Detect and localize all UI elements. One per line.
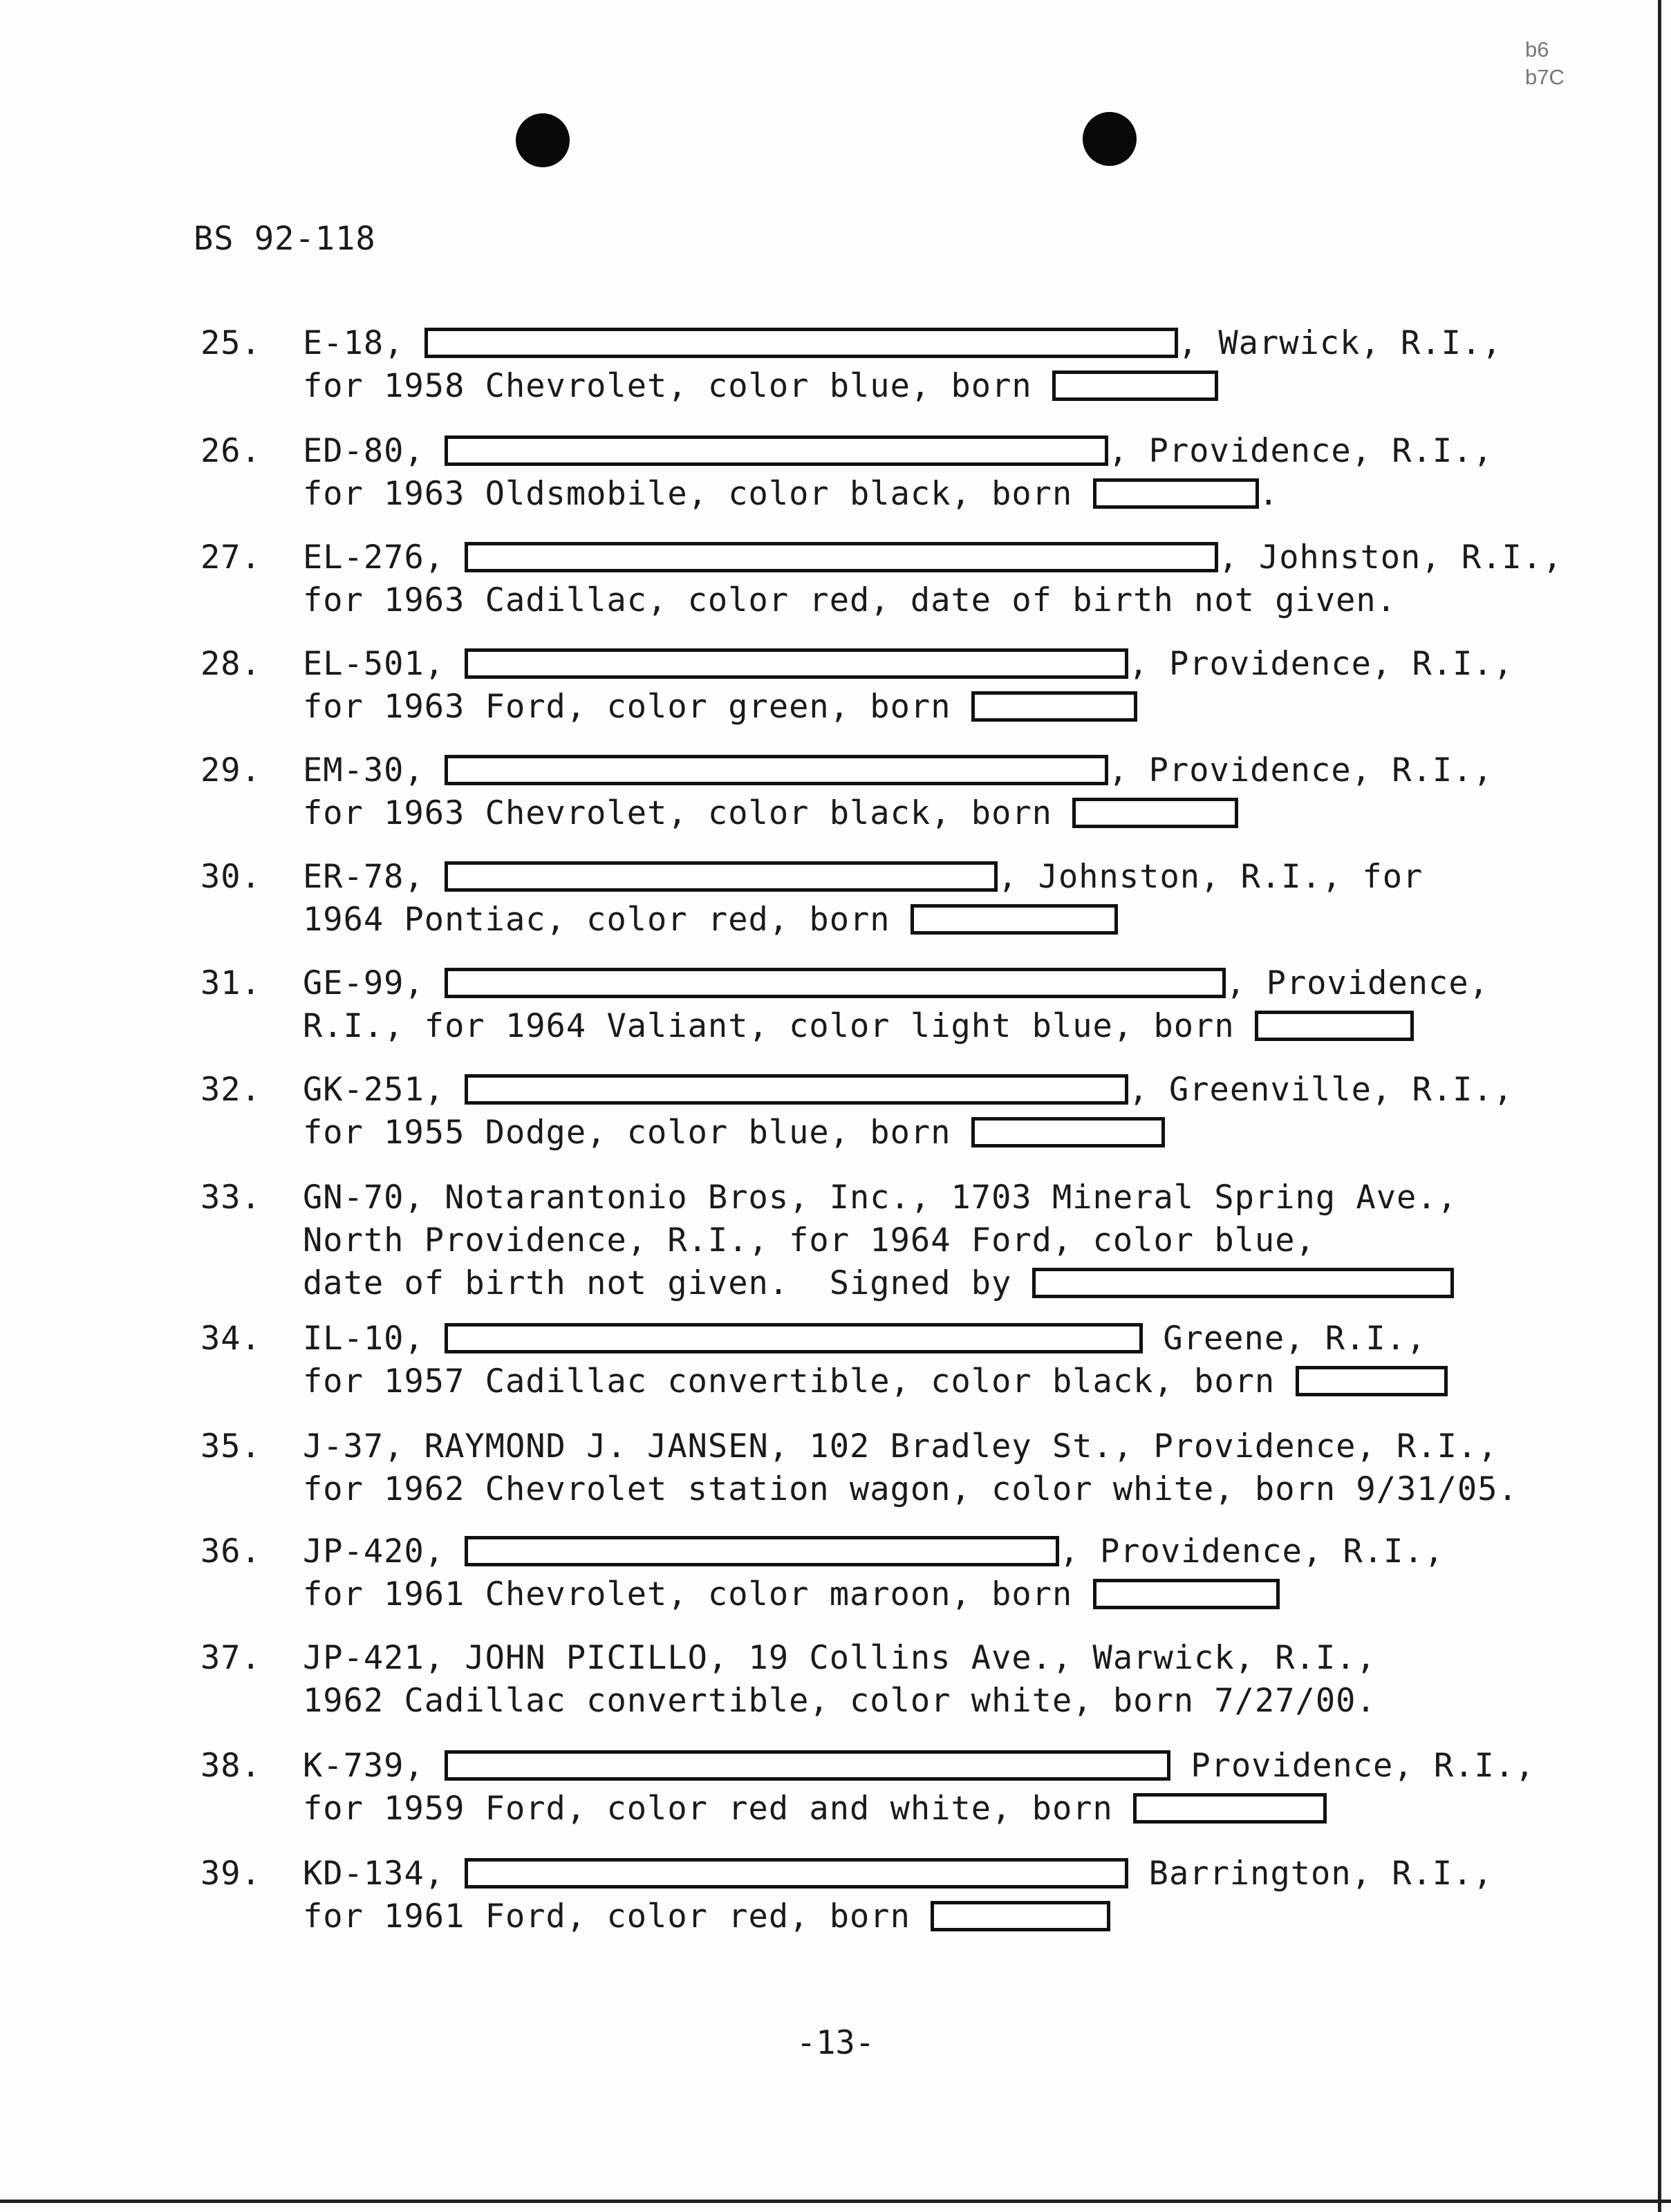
plate-prefix: ED-80, (303, 432, 445, 470)
redaction-box (445, 435, 1108, 466)
dealer-text: GN-70, Notarantonio Bros, Inc., 1703 Mineral Spring Ave., (303, 1179, 1457, 1217)
vehicle-text: for 1963 Cadillac, color red, date of birth not given. (303, 581, 1397, 619)
vehicle-text: R.I., for 1964 Valiant, color light blue, born (303, 1007, 1255, 1045)
redaction-box (971, 1117, 1165, 1147)
vehicle-text: for 1958 Chevrolet, color blue, born (303, 367, 1052, 405)
vehicle-text: 1964 Pontiac, color red, born (303, 901, 911, 939)
vehicle-text: for 1959 Ford, color red and white, born (303, 1790, 1134, 1828)
item-number: 30. (200, 858, 261, 896)
item-number: 33. (200, 1179, 261, 1217)
location-text: , Providence, R.I., (1108, 432, 1493, 470)
item-number: 37. (200, 1639, 261, 1677)
location-text: , Johnston, R.I., for (998, 858, 1423, 896)
trailing-text: . (1258, 475, 1279, 513)
redaction-box (445, 755, 1108, 785)
owner-text: JP-421, JOHN PICILLO, 19 Collins Ave., Warwick, R.I., (303, 1639, 1376, 1677)
plate-prefix: EM-30, (303, 751, 445, 789)
vehicle-text: for 1961 Chevrolet, color maroon, born (303, 1575, 1093, 1613)
plate-prefix: GK-251, (303, 1071, 465, 1109)
redaction-box (445, 861, 998, 892)
redaction-box (1296, 1366, 1448, 1396)
item-number: 39. (200, 1855, 261, 1893)
plate-prefix: IL-10, (303, 1320, 445, 1358)
plate-prefix: JP-420, (303, 1533, 465, 1571)
location-text: , Greenville, R.I., (1128, 1071, 1514, 1109)
location-text: Barrington, R.I., (1128, 1855, 1493, 1893)
redaction-box (971, 691, 1137, 722)
item-number: 28. (200, 645, 261, 683)
redaction-box (424, 328, 1178, 358)
item-number: 38. (200, 1747, 261, 1785)
redaction-box (931, 1901, 1110, 1931)
redaction-box (1052, 371, 1218, 401)
vehicle-text: for 1957 Cadillac convertible, color black, born (303, 1362, 1296, 1400)
redaction-box (1093, 1579, 1280, 1609)
plate-prefix: EL-276, (303, 538, 465, 577)
location-text: , Providence, R.I., (1108, 751, 1493, 789)
item-number: 27. (200, 538, 261, 577)
location-text: , Warwick, R.I., (1177, 324, 1502, 362)
location-text: , Providence, R.I., (1059, 1533, 1445, 1571)
redaction-box (1133, 1793, 1327, 1824)
redaction-box (465, 1858, 1128, 1888)
plate-prefix: K-739, (303, 1747, 445, 1785)
vehicle-text: North Providence, R.I., for 1964 Ford, color blue, (303, 1221, 1316, 1259)
redaction-box (1255, 1011, 1414, 1041)
item-number: 25. (200, 324, 261, 362)
redaction-box (465, 1074, 1128, 1105)
vehicle-text: for 1963 Chevrolet, color black, born (303, 794, 1073, 832)
item-number: 35. (200, 1427, 261, 1465)
page-number: -13- (796, 2024, 875, 2062)
signed-by-text: date of birth not given. Signed by (303, 1264, 1032, 1302)
plate-prefix: E-18, (303, 324, 424, 362)
plate-prefix: KD-134, (303, 1855, 465, 1893)
redaction-box (445, 1323, 1143, 1353)
item-number: 36. (200, 1533, 261, 1571)
file-number-header: BS 92-118 (194, 220, 376, 258)
plate-prefix: GE-99, (303, 964, 445, 1002)
vehicle-text: 1962 Cadillac convertible, color white, born 7/27/00. (303, 1682, 1376, 1720)
location-text: , Providence, (1226, 964, 1489, 1002)
punch-hole-left (516, 113, 570, 167)
exemption-code-b7c: b7C (1525, 65, 1565, 89)
vehicle-text: for 1955 Dodge, color blue, born (303, 1114, 971, 1152)
location-text: , Johnston, R.I., (1218, 538, 1563, 577)
foia-exemption-codes (1525, 36, 1565, 91)
page-edge-right (1658, 0, 1661, 2212)
plate-prefix: EL-501, (303, 645, 465, 683)
redaction-box (445, 968, 1226, 998)
location-text: Greene, R.I., (1143, 1320, 1427, 1358)
redaction-box (1032, 1268, 1454, 1298)
item-number: 34. (200, 1320, 261, 1358)
item-number: 31. (200, 964, 261, 1002)
redaction-box (445, 1750, 1170, 1781)
exemption-code-b6: b6 (1525, 37, 1549, 62)
redaction-box (911, 904, 1118, 935)
punch-hole-right (1083, 112, 1137, 166)
page-edge-bottom (0, 2200, 1671, 2203)
item-number: 32. (200, 1071, 261, 1109)
redaction-box (465, 1536, 1059, 1566)
vehicle-text: for 1962 Chevrolet station wagon, color white, born 9/31/05. (303, 1470, 1518, 1508)
vehicle-text: for 1961 Ford, color red, born (303, 1897, 931, 1936)
vehicle-text: for 1963 Ford, color green, born (303, 688, 971, 726)
redaction-box (465, 542, 1218, 572)
location-text: Providence, R.I., (1170, 1747, 1535, 1785)
item-number: 29. (200, 751, 261, 789)
vehicle-text: for 1963 Oldsmobile, color black, born (303, 475, 1093, 513)
redaction-box (465, 648, 1128, 679)
plate-prefix: ER-78, (303, 858, 445, 896)
location-text: , Providence, R.I., (1128, 645, 1514, 683)
item-number: 26. (200, 432, 261, 470)
redaction-box (1093, 478, 1259, 509)
redaction-box (1072, 798, 1238, 828)
owner-text: J-37, RAYMOND J. JANSEN, 102 Bradley St., Providence, R.I., (303, 1427, 1498, 1465)
